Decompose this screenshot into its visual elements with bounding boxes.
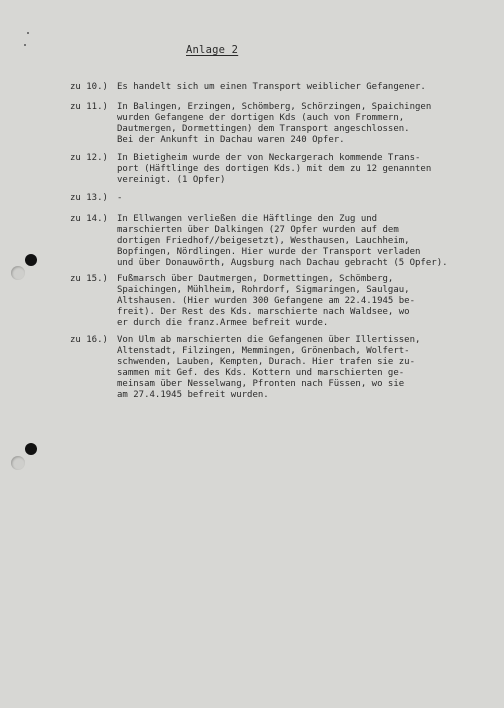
entry-line: port (Häftlinge des dortigen Kds.) mit dem zu 12 genannten (117, 164, 432, 174)
paper-speck (24, 44, 26, 46)
entry-line: dortigen Friedhof//beigesetzt), Westhausen, Lauchheim, (117, 236, 410, 246)
entry-line: - (117, 193, 123, 203)
entry-line: sammen mit Gef. des Kds. Kottern und marschierten ge- (117, 368, 405, 378)
entry-line: In Ellwangen verließen die Häftlinge den Zug und (117, 214, 378, 224)
entry-text (117, 193, 502, 204)
entry-text (117, 102, 502, 146)
entry-line: Von Ulm ab marschierten die Gefangenen über Illertissen, (117, 335, 421, 345)
entry-text (117, 214, 502, 269)
entry-line: Spaichingen, Mühlheim, Rohrdorf, Sigmaringen, Saulgau, (117, 285, 410, 295)
entry-label: zu 14.) (70, 214, 108, 224)
entry-line: Dautmergen, Dormettingen) dem Transport angeschlossen. (117, 124, 410, 134)
punch-hole-shadow (11, 456, 25, 470)
entry-line: und über Donauwörth, Augsburg nach Dachau gebracht (5 Opfer). (117, 258, 448, 268)
entry-label: zu 12.) (70, 153, 108, 163)
entry-line: In Bietigheim wurde der von Neckargerach kommende Trans- (117, 153, 421, 163)
entry-line: vereinigt. (1 Opfer) (117, 175, 226, 185)
document-heading: Anlage 2 (186, 44, 239, 56)
entry-line: schwenden, Lauben, Kempten, Durach. Hier trafen sie zu- (117, 357, 416, 367)
entry-line: Altshausen. (Hier wurden 300 Gefangene am 22.4.1945 be- (117, 296, 416, 306)
entry-label: zu 13.) (70, 193, 108, 203)
entry-line: am 27.4.1945 befreit wurden. (117, 390, 269, 400)
entry-line: wurden Gefangene der dortigen Kds (auch von Frommern, (117, 113, 405, 123)
punch-hole (25, 443, 37, 455)
entry-line: er durch die franz.Armee befreit wurde. (117, 318, 329, 328)
entry-text (117, 335, 502, 401)
entry-line: Fußmarsch über Dautmergen, Dormettingen, Schömberg, (117, 274, 394, 284)
paper-speck (27, 32, 29, 34)
entry-line: In Balingen, Erzingen, Schömberg, Schörzingen, Spaichingen (117, 102, 432, 112)
entry-text (117, 82, 502, 93)
entry-line: Altenstadt, Filzingen, Memmingen, Grönenbach, Wolfert- (117, 346, 410, 356)
punch-hole (25, 254, 37, 266)
punch-hole-shadow (11, 266, 25, 280)
entry-line: Bopfingen, Nördlingen. Hier wurde der Transport verladen (117, 247, 421, 257)
entry-label: zu 10.) (70, 82, 108, 92)
entry-line: marschierten über Dalkingen (27 Opfer wurden auf dem (117, 225, 399, 235)
entry-line: Es handelt sich um einen Transport weiblicher Gefangener. (117, 82, 426, 92)
entry-line: meinsam über Nesselwang, Pfronten nach Füssen, wo sie (117, 379, 405, 389)
entry-label: zu 16.) (70, 335, 108, 345)
entry-text (117, 153, 502, 186)
entry-text (117, 274, 502, 329)
entry-line: freit). Der Rest des Kds. marschierte nach Waldsee, wo (117, 307, 410, 317)
entry-line: Bei der Ankunft in Dachau waren 240 Opfer. (117, 135, 345, 145)
entry-label: zu 15.) (70, 274, 108, 284)
entry-label: zu 11.) (70, 102, 108, 112)
